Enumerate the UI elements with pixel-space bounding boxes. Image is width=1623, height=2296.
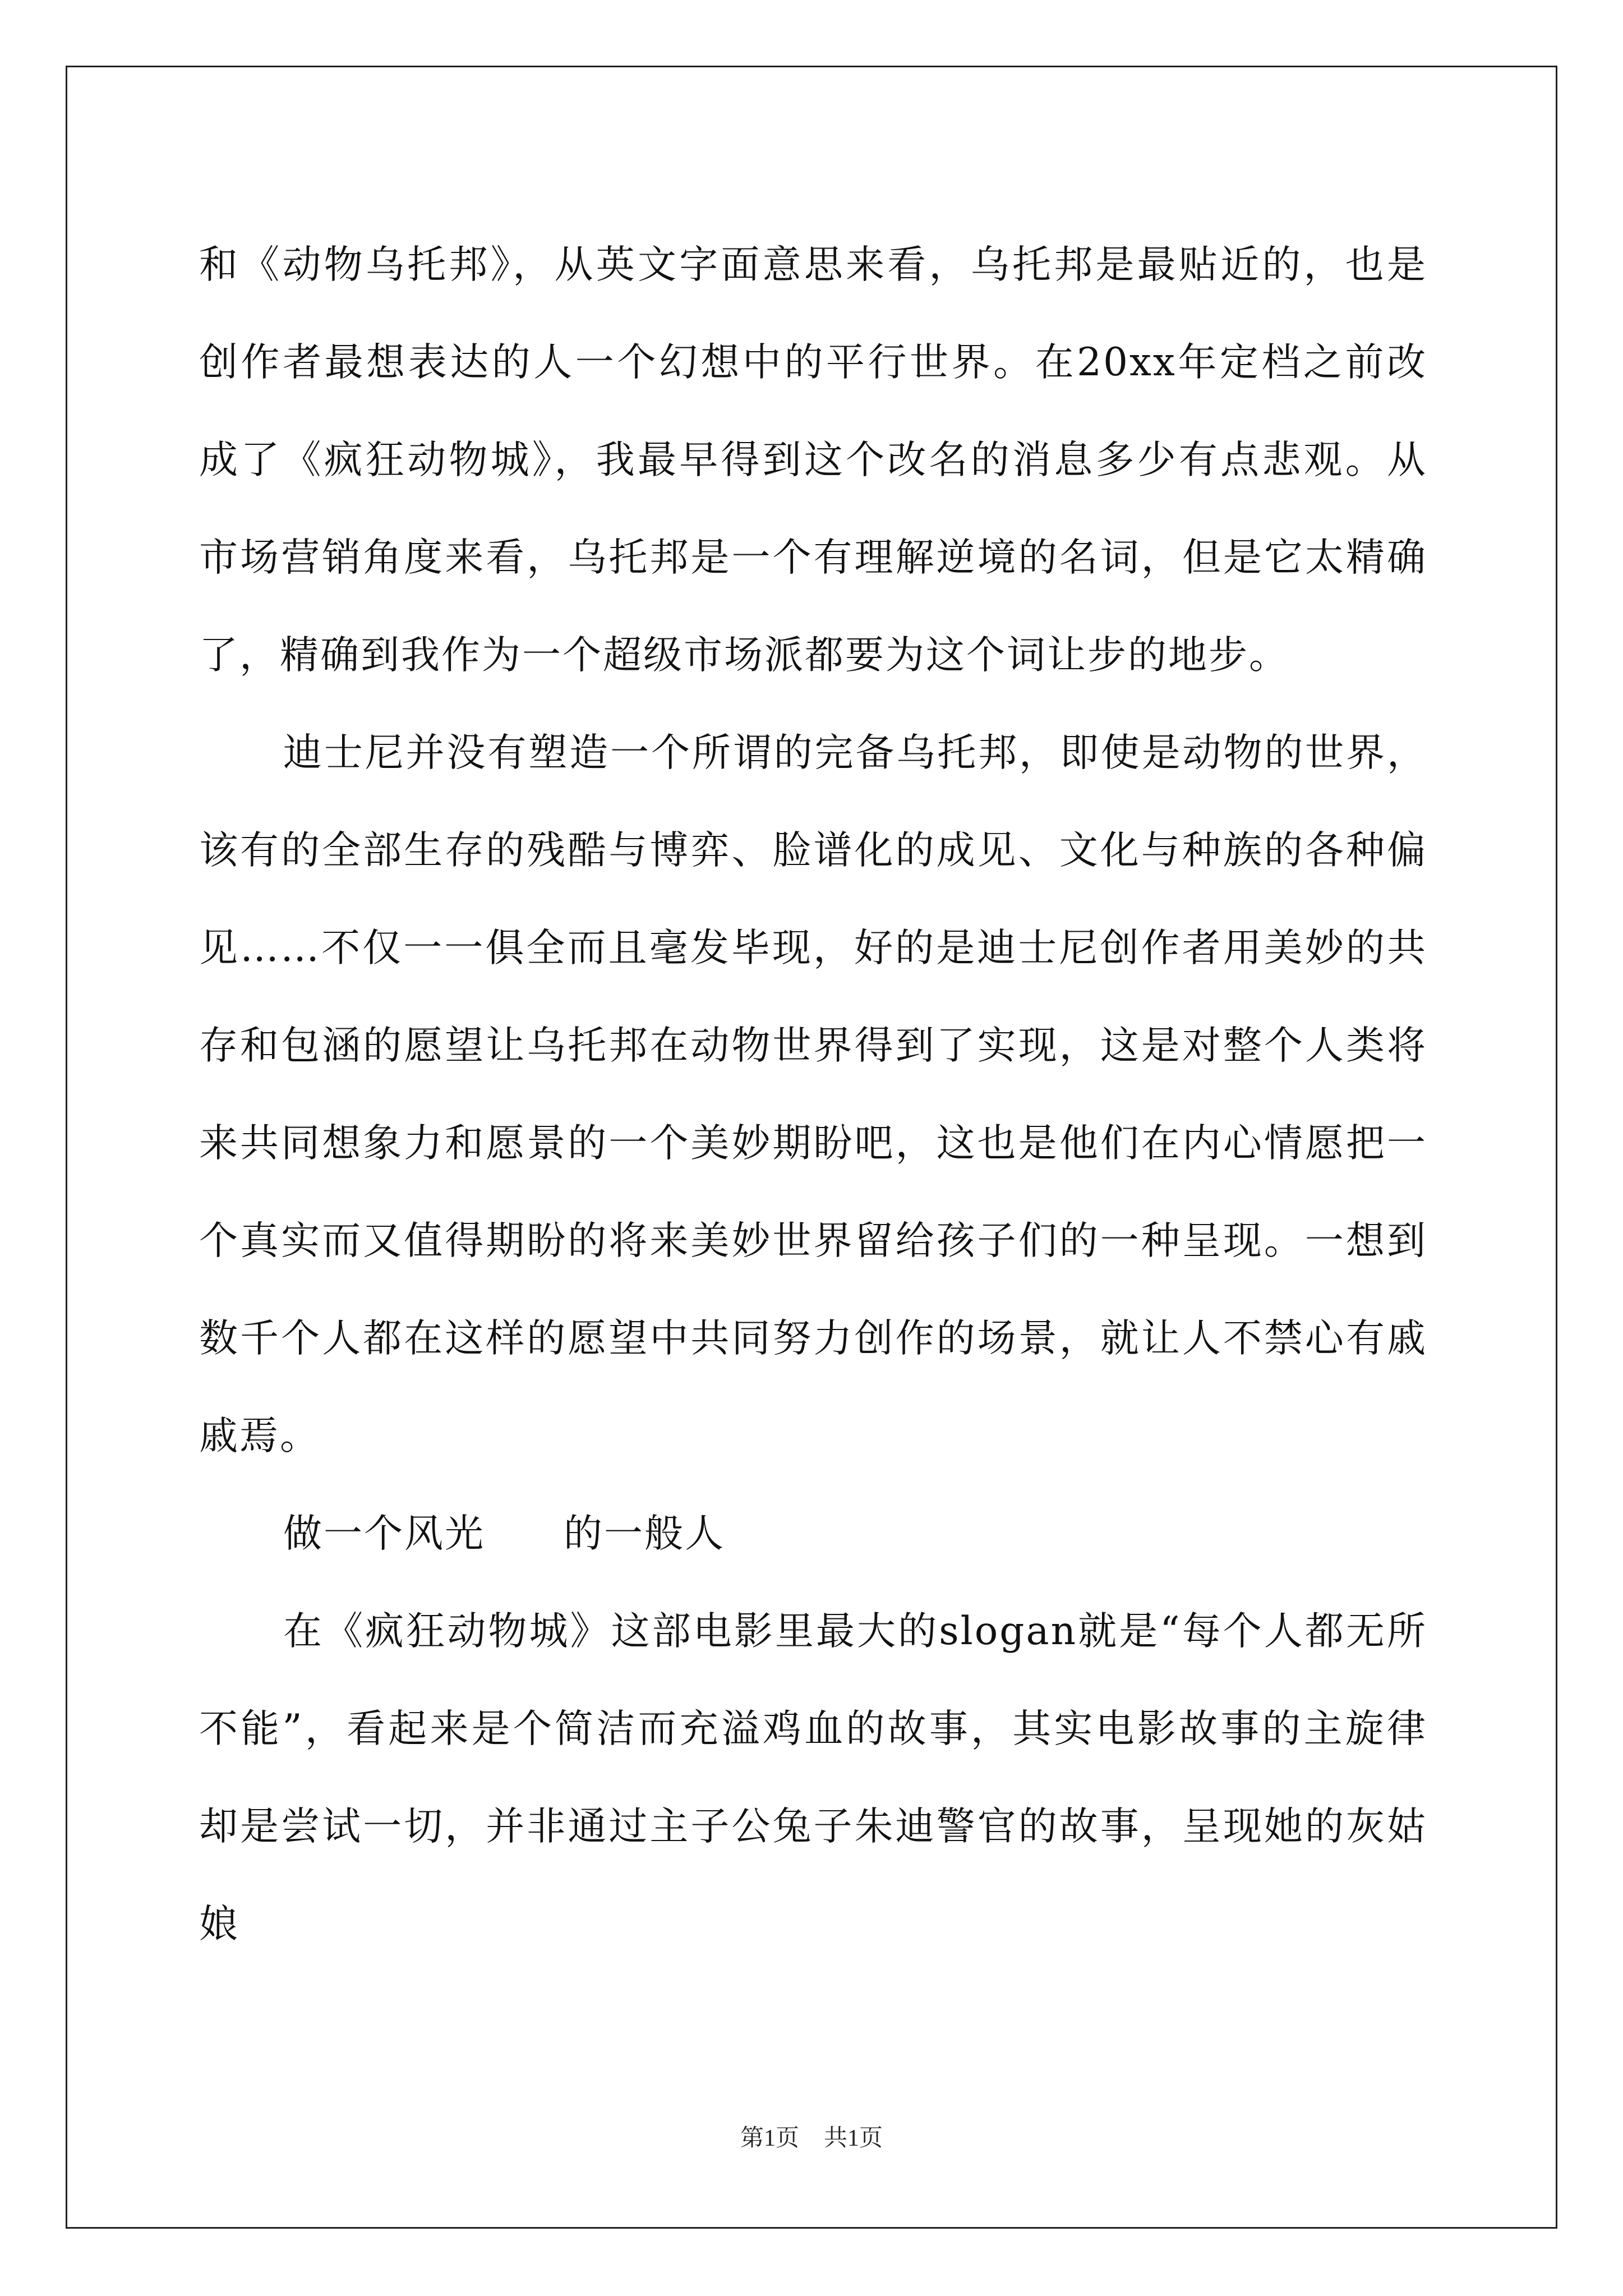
text-line: 是尝试一切，并非通过主子公兔子朱迪警官的故事，呈现她的灰姑娘 (199, 1804, 1428, 1947)
paragraph-2 (199, 704, 1427, 1485)
text-line: 《疯狂动物城》，我最早得到这个改名的消息多少有点悲观。从市场营 (199, 438, 1428, 580)
text-line: 在《疯狂动物城》这部电影里最大的slogan就是“每个人都无所 (283, 1609, 1427, 1654)
section-heading-part1: 做一个风光 (283, 1511, 485, 1556)
page-footer (0, 2119, 1623, 2153)
text-line: 见……不仅一一俱全而且毫发毕现，好的是迪士尼创作者用美妙的共 (199, 926, 1427, 970)
paragraph-1 (199, 216, 1427, 704)
document-body (199, 216, 1427, 1973)
text-line: 不能”，看起来是个简洁而充溢鸡血的故事，其实电影故事的主旋律却 (199, 1706, 1427, 1849)
text-line: 来共同想象力和愿景的一个美妙期盼吧，这也是他们在内心情愿把一 (199, 1121, 1427, 1166)
text-line: 和《动物乌托邦》，从英文字面意思来看，乌托邦是最贴近的，也是创 (199, 242, 1427, 385)
text-line: 数千个人都在这样的愿望中共同努力创作的场景，就让人不禁心有戚 (199, 1316, 1427, 1361)
page-number: 第1页 (740, 2125, 799, 2151)
section-heading (199, 1485, 1427, 1582)
page-total: 共1页 (824, 2125, 883, 2151)
text-line: 个真实而又值得期盼的将来美妙世界留给孩子们的一种呈现。一想到 (199, 1218, 1427, 1263)
text-line: 确到我作为一个超级市场派都要为这个词让步的地步。 (320, 633, 1289, 678)
text-line: 戚焉。 (199, 1414, 320, 1458)
text-line: 销角度来看，乌托邦是一个有理解逆境的名词，但是它太精确了，精 (199, 535, 1428, 678)
text-line: 该有的全部生存的残酷与博弈、脸谱化的成见、文化与种族的各种偏 (199, 828, 1427, 873)
text-line: 作者最想表达的人一个幻想中的平行世界。在20xx年定档之前改成了 (199, 340, 1428, 482)
text-line: 迪士尼并没有塑造一个所谓的完备乌托邦，即使是动物的世界， (283, 730, 1427, 775)
paragraph-3 (199, 1582, 1427, 1973)
section-heading-part2: 的一般人 (564, 1511, 725, 1556)
text-line: 存和包涵的愿望让乌托邦在动物世界得到了实现，这是对整个人类将 (199, 1023, 1427, 1068)
